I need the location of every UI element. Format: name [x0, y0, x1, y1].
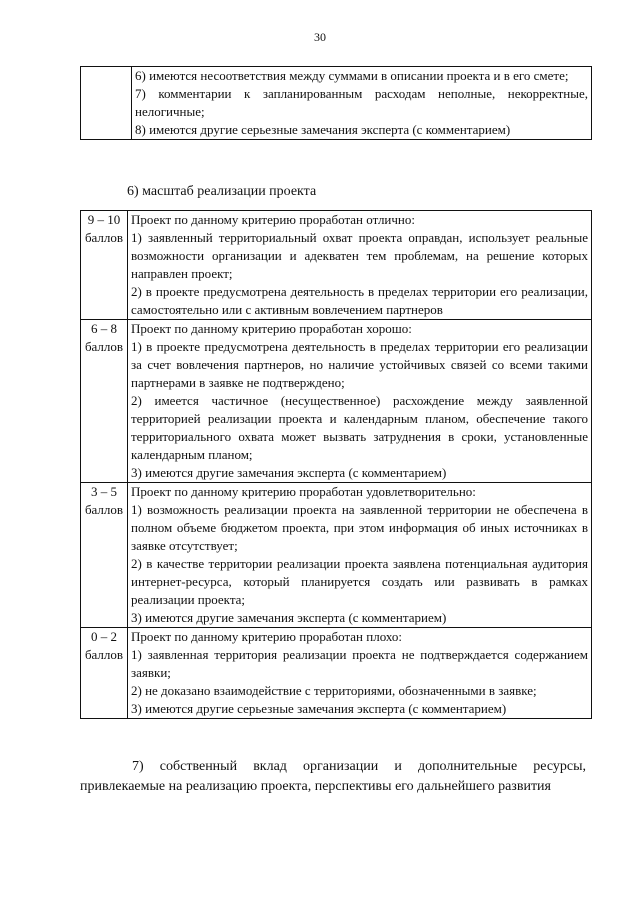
- criteria-line: Проект по данному критерию проработан отлично:: [131, 212, 415, 227]
- score-range: 3 – 5: [91, 484, 117, 499]
- list-item: 6) имеются несоответствия между суммами в описании проекта и в его смете;: [135, 68, 569, 83]
- criteria-line: 1) заявленная территория реализации проекта не подтверждается содержанием заявки;: [131, 647, 588, 680]
- criteria-line: Проект по данному критерию проработан удовлетворительно:: [131, 484, 476, 499]
- closing-paragraph: [80, 757, 586, 797]
- criteria-cell: [128, 483, 592, 628]
- list-item: 8) имеются другие серьезные замечания эксперта (с комментарием): [135, 122, 511, 137]
- page-number: 30: [314, 30, 326, 44]
- score-range: 6 – 8: [91, 321, 117, 336]
- criteria-cell: [128, 628, 592, 719]
- criteria-line: 1) заявленный территориальный охват проекта оправдан, использует реальные возможности организации и адекватен тем проблемам, на решение которых направлен проект;: [131, 230, 588, 281]
- score-cell: [81, 211, 128, 320]
- criteria-line: 2) в проекте предусмотрена деятельность в пределах территории его реализации, самостоятельно или с активным вовлечением партнеров: [131, 284, 588, 317]
- criteria-line: 3) имеются другие замечания эксперта (с комментарием): [131, 610, 447, 625]
- criteria-line: Проект по данному критерию проработан хорошо:: [131, 321, 412, 336]
- criteria-cell: [128, 211, 592, 320]
- criteria-table: [80, 210, 592, 719]
- criteria-line: 3) имеются другие замечания эксперта (с комментарием): [131, 465, 447, 480]
- criteria-line: 2) имеется частичное (несущественное) расхождение между заявленной территорией реализации проекта и календарным планом, обеспечение такого территориального охвата может вызвать затруднения в сроки, установленные календарным планом;: [131, 393, 588, 462]
- criteria-line: 2) в качестве территории реализации проекта заявлена потенциальная аудитория интернет-ресурса, который планируется создать или развивать в рамках реализации проекта;: [131, 556, 588, 607]
- criteria-line: Проект по данному критерию проработан плохо:: [131, 629, 402, 644]
- criteria-line: 1) возможность реализации проекта на заявленной территории не обеспечена в полном объеме бюджетом проекта, при этом информация об иных источниках в заявке отсутствует;: [131, 502, 588, 553]
- score-range: 9 – 10: [87, 212, 121, 227]
- score-cell: [81, 320, 128, 483]
- criteria-line: 2) не доказано взаимодействие с территориями, обозначенными в заявке;: [131, 683, 537, 698]
- section-heading: 6) масштаб реализации проекта: [127, 184, 317, 199]
- score-unit: баллов: [84, 339, 124, 354]
- continuation-table: [80, 66, 592, 140]
- criteria-line: 1) в проекте предусмотрена деятельность в пределах территории его реализации за счет вовлечения партнеров, но наличие устойчивых связей со всеми такими партнерами в заявке не подтверждено;: [131, 339, 588, 390]
- score-unit: баллов: [84, 230, 124, 245]
- criteria-line: 3) имеются другие серьезные замечания эксперта (с комментарием): [131, 701, 507, 716]
- criteria-cell: [132, 67, 592, 140]
- score-unit: баллов: [84, 647, 124, 662]
- score-cell: [81, 483, 128, 628]
- table-row: [81, 67, 592, 140]
- paragraph-text: 7) собственный вклад организации и дополнительные ресурсы, привлекаемые на реализацию проекта, перспективы его дальнейшего развития: [80, 759, 586, 794]
- criteria-cell: [128, 320, 592, 483]
- table-row: [81, 483, 592, 628]
- score-unit: баллов: [84, 502, 124, 517]
- table-row: [81, 320, 592, 483]
- table-row: [81, 211, 592, 320]
- score-range: 0 – 2: [91, 629, 117, 644]
- table-row: [81, 628, 592, 719]
- list-item: 7) комментарии к запланированным расходам неполные, некорректные, нелогичные;: [135, 86, 588, 119]
- empty-score-cell: [81, 67, 132, 140]
- score-cell: [81, 628, 128, 719]
